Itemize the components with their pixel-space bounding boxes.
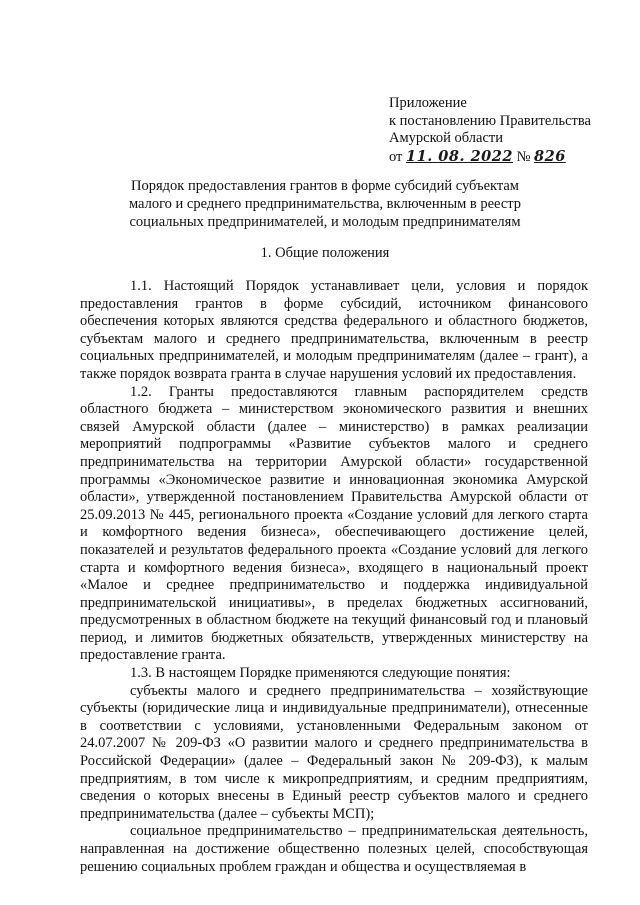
- paragraph-definition-social: социальное предпринимательство – предпринимательская деятельность, направленная на достижение общественно полезных целей, способствующая решению социальных проблем граждан и общества и осуществляемая в: [80, 823, 588, 875]
- paragraph-1-3: 1.3. В настоящем Порядке применяются следующие понятия:: [130, 665, 511, 682]
- number-value: 826: [534, 147, 566, 165]
- section-title: 1. Общие положения: [260, 245, 390, 261]
- appendix-title: Приложение: [389, 95, 467, 111]
- appendix-region: Амурской области: [389, 130, 503, 146]
- number-prefix: №: [516, 148, 531, 165]
- paragraph-definition-smb: субъекты малого и среднего предпринимательства – хозяйствующие субъекты (юридические лица и индивидуальные предприниматели), отнесенные в соответствии с условиями, установленными Федеральным законом от 24.07.2007 № 209-ФЗ «О развитии малого и среднего предпринимательства в Российской Федерации» (далее – Федеральный закон № 209-ФЗ), к малым предприятиям, в том числе к микропредприятиям, и средним предприятиям, сведения о которых внесены в Единый реестр субъектов малого и среднего предпринимательства (далее – субъекты МСП);: [80, 682, 588, 822]
- paragraph-1-2: 1.2. Гранты предоставляются главным распорядителем средств областного бюджета – министерством экономического развития и внешних связей Амурской области (далее – министерство) в рамках реализации мероприятий подпрограммы «Развитие субъектов малого и среднего предпринимательства на территории Амурской области» государственной программы «Экономическое развитие и инновационная экономика Амурской области», утвержденной постановлением Правительства Амурской области от 25.09.2013 № 445, регионального проекта «Создание условий для легкого старта и комфортного ведения бизнеса», обеспечивающего достижение целей, показателей и результатов федерального проекта «Создание условий для легкого старта и комфортного ведения бизнеса», входящего в национальный проект «Малое и среднее предпринимательство и поддержка индивидуальной предпринимательской инициативы», в пределах бюджетных ассигнований, предусмотренных в областном бюджете на текущий финансовый год и плановый период, и лимитов бюджетных обязательств, утвержденных министерству на предоставление гранта.: [80, 383, 588, 664]
- paragraph-1-1: 1.1. Настоящий Порядок устанавливает цели, условия и порядок предоставления грантов в форме субсидий, источником финансового обеспечения которых являются средства федерального и областного бюджетов, субъектам малого и среднего предпринимательства, включенным в реестр социальных предпринимателей, и молодым предпринимателям (далее – грант), а также порядок возврата гранта в случае нарушения условий их предоставления.: [80, 278, 588, 382]
- appendix-date-number: [389, 148, 629, 167]
- date-value: 11. 08. 2022: [406, 147, 513, 165]
- appendix-block: [389, 95, 629, 166]
- appendix-reference: к постановлению Правительства: [389, 112, 591, 129]
- document-title: Порядок предоставления грантов в форме субсидий субъектам малого и среднего предпринимательства, включенным в реестр социальных предпринимателей, и молодым предпринимателям: [128, 178, 522, 230]
- body-text: [80, 278, 588, 876]
- date-prefix: от: [389, 148, 403, 165]
